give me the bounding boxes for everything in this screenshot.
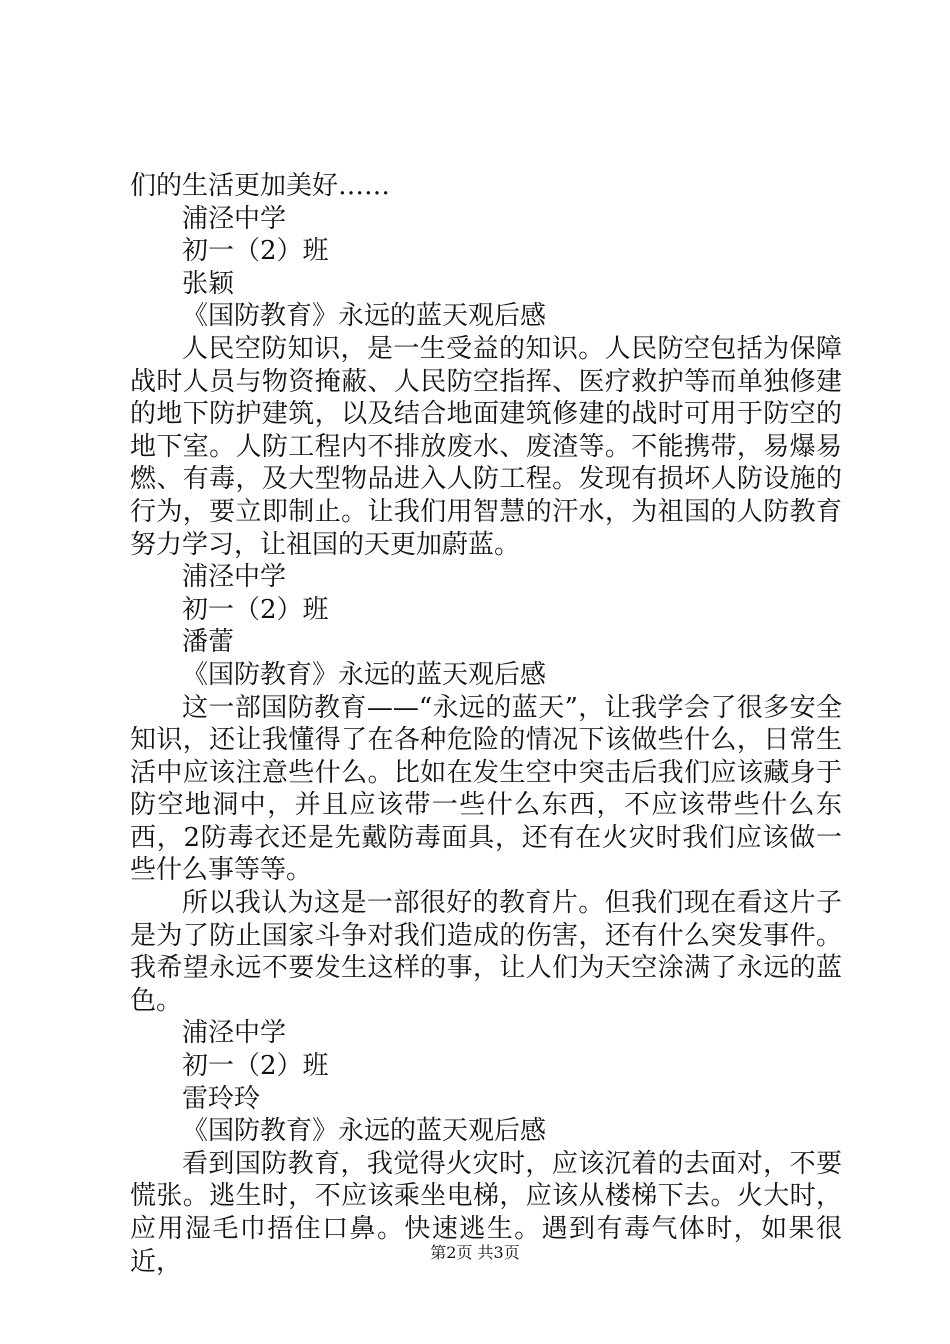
class-name: 初一（2）班 (182, 594, 329, 625)
essay-title: 《国防教育》永远的蓝天观后感 (182, 1116, 547, 1147)
essay-entry (130, 203, 842, 562)
essay-entry (130, 1017, 842, 1278)
school-name: 浦泾中学 (182, 562, 287, 593)
essay-paragraph: 所以我认为这是一部很好的教育片。但我们现在看这片子是为了防止国家斗争对我们造成的伤害，还有什么突发事件。我希望永远不要发生这样的事，让人们为天空涂满了永远的蓝色。 (130, 888, 842, 1016)
school-name: 浦泾中学 (182, 203, 287, 234)
author-name: 雷玲玲 (182, 1083, 261, 1114)
page-number-label: 第2页 共3页 (430, 1243, 520, 1262)
document-body (130, 170, 842, 1278)
essay-entry (130, 561, 842, 1017)
class-name: 初一（2）班 (182, 1051, 329, 1082)
author-name: 张颖 (182, 268, 235, 299)
class-name: 初一（2）班 (182, 236, 329, 267)
essay-title: 《国防教育》永远的蓝天观后感 (182, 659, 547, 690)
continuation-text: 们的生活更加美好…… (130, 171, 391, 201)
school-name: 浦泾中学 (182, 1018, 287, 1049)
essay-paragraph: 这一部国防教育——“永远的蓝天”，让我学会了很多安全知识，还让我懂得了在各种危险的情况下该做些什么，日常生活中应该注意些什么。比如在发生空中突击后我们应该藏身于防空地洞中，并且应该带一些什么东西，不应该带些什么东西，2防毒衣还是先戴防毒面具，还有在火灾时我们应该做一些什么事等等。 (130, 692, 842, 886)
essay-title: 《国防教育》永远的蓝天观后感 (182, 301, 547, 332)
author-name: 潘蕾 (182, 627, 235, 658)
essay-paragraph: 人民空防知识，是一生受益的知识。人民防空包括为保障战时人员与物资掩蔽、人民防空指挥、医疗救护等而单独修建的地下防护建筑，以及结合地面建筑修建的战时可用于防空的地下室。人防工程内不排放废水、废渣等。不能携带，易爆易燃、有毒，及大型物品进入人防工程。发现有损坏人防设施的行为，要立即制止。让我们用智慧的汗水，为祖国的人防教育努力学习，让祖国的天更加蔚蓝。 (130, 333, 842, 560)
essay-paragraph: 看到国防教育，我觉得火灾时，应该沉着的去面对，不要慌张。逃生时，不应该乘坐电梯，应该从楼梯下去。火大时，应用湿毛巾捂住口鼻。快速逃生。遇到有毒气体时，如果很近， (130, 1148, 842, 1277)
page-footer (0, 1242, 950, 1264)
